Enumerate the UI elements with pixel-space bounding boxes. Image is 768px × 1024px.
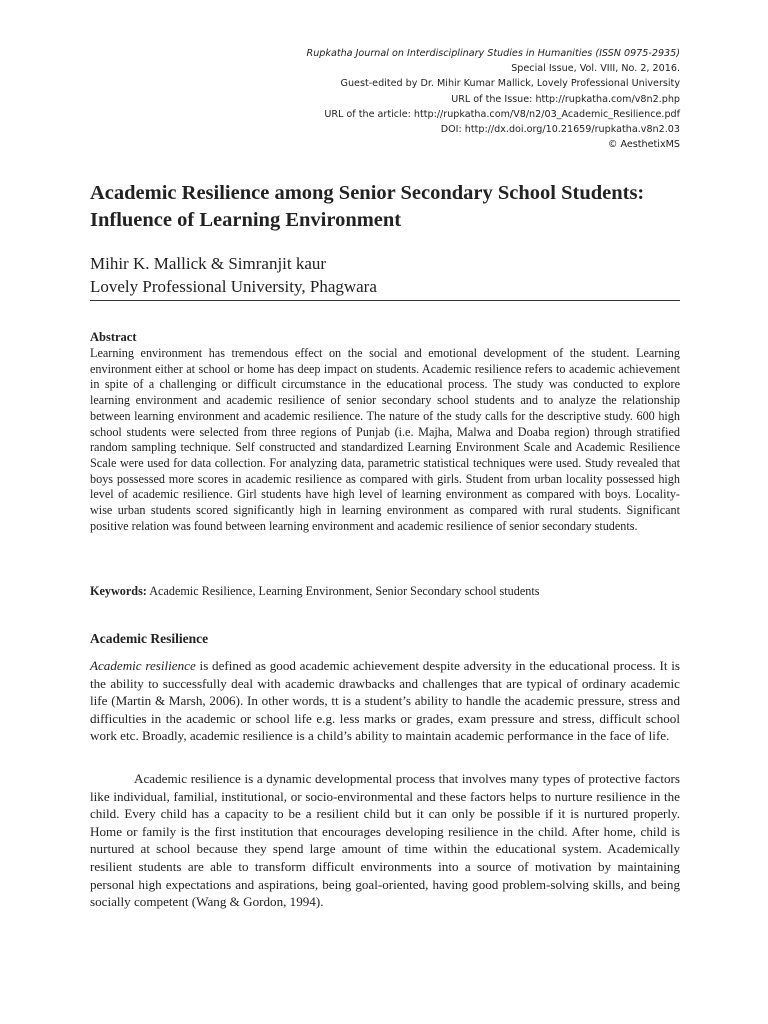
journal-title: Rupkatha Journal on Interdisciplinary Studies in Humanities (ISSN 0975-2935) [306, 48, 680, 59]
guest-editor: Guest-edited by Dr. Mihir Kumar Mallick, Lovely Professional University [340, 78, 680, 90]
paper-page [90, 0, 680, 1024]
journal-header [90, 46, 680, 152]
doi[interactable]: DOI: http://dx.doi.org/10.21659/rupkatha.v8n2.03 [440, 124, 680, 136]
copyright: © AesthetixMS [607, 139, 680, 151]
author-block [90, 252, 680, 298]
body-paragraph-1 [90, 657, 680, 745]
article-url[interactable]: URL of the article: http://rupkatha.com/V8/n2/03_Academic_Resilience.pdf [324, 108, 680, 120]
issue-info: Special Issue, Vol. VIII, No. 2, 2016. [511, 63, 680, 75]
keywords [90, 583, 680, 599]
affiliation: Lovely Professional University, Phagwara [90, 277, 377, 296]
paper-title: Academic Resilience among Senior Secondary School Students: Influence of Learning Environment [90, 182, 645, 231]
abstract-heading: Abstract [90, 330, 137, 344]
title-divider [90, 300, 680, 301]
issue-url[interactable]: URL of the Issue: http://rupkatha.com/v8n2.php [451, 93, 680, 105]
keywords-text: Academic Resilience, Learning Environment, Senior Secondary school students [146, 584, 540, 598]
body-paragraph-1-text: is defined as good academic achievement despite adversity in the educational process. It is the ability to successfully deal with academic drawbacks and challenges that are typical of ordinary academic life (Martin & Marsh, 2006). In other words, tt is a student’s ability to handle the academic pressure, stress and difficulties in the academic or school life e.g. less marks or grades, exam pressure and stress, difficult school work etc. Broadly, academic resilience is a child’s ability to maintain academic performance in the face of life. [90, 658, 680, 744]
keywords-label: Keywords: [90, 584, 147, 598]
authors: Mihir K. Mallick & Simranjit kaur [90, 254, 327, 273]
defined-term: Academic resilience [90, 658, 196, 673]
abstract-text: Learning environment has tremendous effect on the social and emotional development of the student. Learning environment either at school or home has deep impact on students. Academic resilience refers to academic achievement in spite of a challenging or difficult circumstance in the educational process. The study was conducted to explore learning environment and academic resilience of senior secondary school students and to analyze the relationship between learning environment and academic resilience. The nature of the study calls for the descriptive study. 600 high school students were selected from three regions of Punjab (i.e. Majha, Malwa and Doaba region) through stratified random sampling technique. Self constructed and standardized Learning Environment Scale and Academic Resilience Scale were used for data collection. For analyzing data, parametric statistical techniques were used. Study revealed that boys possessed more scores in academic resilience as compared with girls. Student from urban locality possessed high level of academic resilience. Girl students have high level of learning environment as compared with boys. Locality-wise urban students scored significantly high in learning environment as compared with rural students. Significant positive relation was found between learning environment and academic resilience of senior secondary students. [90, 346, 680, 533]
section-heading: Academic Resilience [90, 631, 209, 646]
body-paragraph-2: Academic resilience is a dynamic developmental process that involves many types of protective factors like individual, familial, institutional, or socio-environmental and these factors helps to nurture resilience in the child. Every child has a capacity to be a resilient child but it can only be possible if it is nurtured properly. Home or family is the first institution that encourages developing resilience in the child. After home, child is nurtured at school because they spend large amount of time within the educational system. Academically resilient students are able to transform difficult environments into a source of motivation by maintaining personal high expectations and aspirations, being goal-oriented, having good problem-solving skills, and being socially competent (Wang & Gordon, 1994). [90, 771, 680, 910]
